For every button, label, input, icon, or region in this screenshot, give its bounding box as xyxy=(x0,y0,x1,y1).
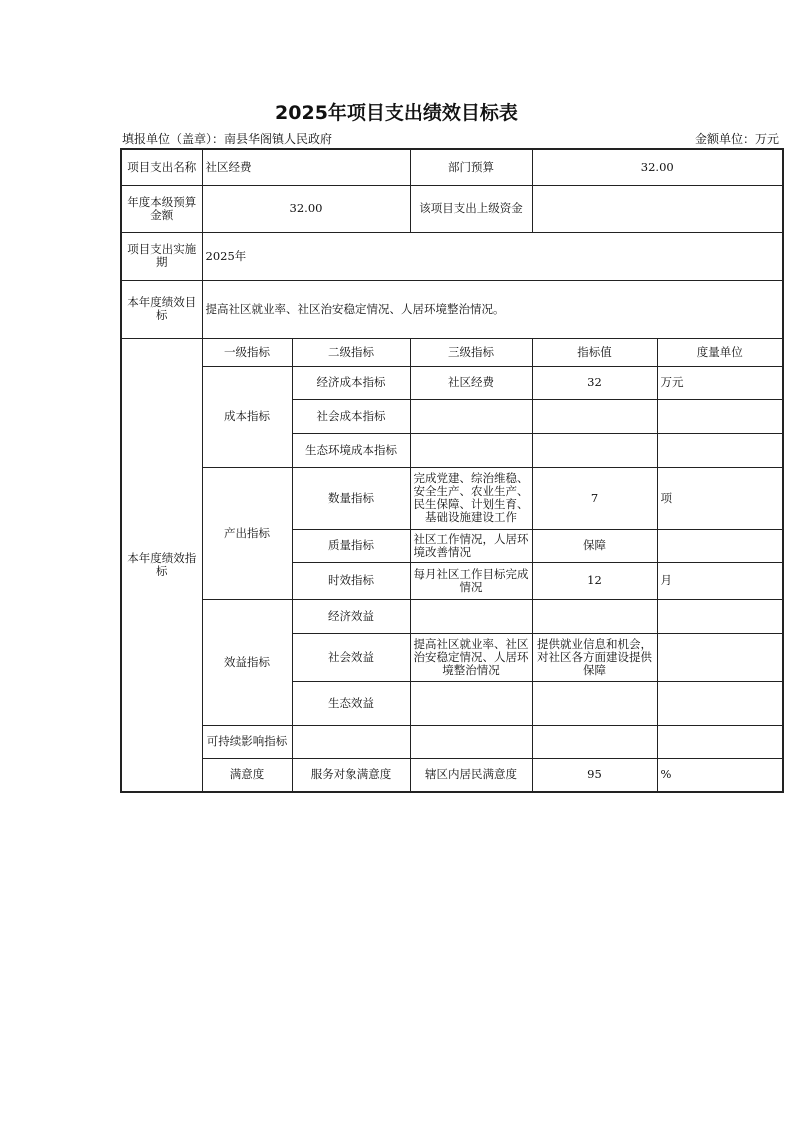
satisfaction-indicator-label: 满意度 xyxy=(202,758,292,792)
satisfaction-unit: % xyxy=(657,758,783,792)
sustain-unit xyxy=(657,725,783,758)
annual-budget-label: 年度本级预算金额 xyxy=(121,185,202,232)
dept-budget-label: 部门预算 xyxy=(410,149,532,185)
cost-level3: 社区经费 xyxy=(410,366,532,399)
output-unit xyxy=(657,529,783,562)
benefit-level2: 生态效益 xyxy=(292,681,410,725)
cost-unit xyxy=(657,399,783,433)
output-value: 12 xyxy=(532,562,657,599)
project-name-label: 项目支出名称 xyxy=(121,149,202,185)
benefit-value xyxy=(532,681,657,725)
benefit-level3 xyxy=(410,681,532,725)
cost-level3 xyxy=(410,399,532,433)
output-level3: 社区工作情况，人居环境改善情况 xyxy=(410,529,532,562)
sustain-level2 xyxy=(292,725,410,758)
benefit-value xyxy=(532,599,657,633)
header-level3: 三级指标 xyxy=(410,338,532,366)
output-indicator-label: 产出指标 xyxy=(202,467,292,599)
satisfaction-level3: 辖区内居民满意度 xyxy=(410,758,532,792)
header-level2: 二级指标 xyxy=(292,338,410,366)
goal-value: 提高社区就业率、社区治安稳定情况、人居环境整治情况。 xyxy=(202,280,783,338)
superior-funds-value xyxy=(532,185,783,232)
cost-level2: 社会成本指标 xyxy=(292,399,410,433)
header-level1: 一级指标 xyxy=(202,338,292,366)
superior-funds-label: 该项目支出上级资金 xyxy=(410,185,532,232)
cost-unit: 万元 xyxy=(657,366,783,399)
cost-indicator-label: 成本指标 xyxy=(202,366,292,467)
annual-budget-value: 32.00 xyxy=(202,185,410,232)
output-level2: 质量指标 xyxy=(292,529,410,562)
benefit-level2: 经济效益 xyxy=(292,599,410,633)
cost-value: 32 xyxy=(532,366,657,399)
output-level2: 时效指标 xyxy=(292,562,410,599)
amount-unit-label: 金额单位：万元 xyxy=(694,132,779,146)
page-title: 2025年项目支出绩效目标表 xyxy=(275,102,518,124)
output-level3: 完成党建、综治维稳、安全生产、农业生产、民生保障、计划生育、基础设施建设工作 xyxy=(410,467,532,529)
output-unit: 项 xyxy=(657,467,783,529)
fill-unit-label: 填报单位（盖章）：南县华阁镇人民政府 xyxy=(122,132,333,146)
output-level2: 数量指标 xyxy=(292,467,410,529)
cost-level3 xyxy=(410,433,532,467)
output-unit: 月 xyxy=(657,562,783,599)
cost-level2: 生态环境成本指标 xyxy=(292,433,410,467)
output-level3: 每月社区工作目标完成情况 xyxy=(410,562,532,599)
cost-value xyxy=(532,399,657,433)
cost-level2: 经济成本指标 xyxy=(292,366,410,399)
satisfaction-value: 95 xyxy=(532,758,657,792)
output-value: 7 xyxy=(532,467,657,529)
goal-label: 本年度绩效目标 xyxy=(121,280,202,338)
benefit-unit xyxy=(657,681,783,725)
cost-unit xyxy=(657,433,783,467)
benefit-value: 提供就业信息和机会，对社区各方面建设提供保障 xyxy=(532,633,657,681)
benefit-indicator-label: 效益指标 xyxy=(202,599,292,725)
satisfaction-level2: 服务对象满意度 xyxy=(292,758,410,792)
project-name-value: 社区经费 xyxy=(202,149,410,185)
sustain-indicator-label: 可持续影响指标 xyxy=(202,725,292,758)
period-label: 项目支出实施期 xyxy=(121,232,202,280)
indicators-section-label: 本年度绩效指标 xyxy=(121,338,202,792)
header-unit: 度量单位 xyxy=(657,338,783,366)
sustain-level3 xyxy=(410,725,532,758)
performance-target-table xyxy=(120,148,784,793)
output-value: 保障 xyxy=(532,529,657,562)
benefit-level2: 社会效益 xyxy=(292,633,410,681)
cost-value xyxy=(532,433,657,467)
benefit-unit xyxy=(657,633,783,681)
period-value: 2025年 xyxy=(202,232,783,280)
benefit-level3 xyxy=(410,599,532,633)
benefit-unit xyxy=(657,599,783,633)
sustain-value xyxy=(532,725,657,758)
benefit-level3: 提高社区就业率、社区治安稳定情况、人居环境整治情况 xyxy=(410,633,532,681)
header-value: 指标值 xyxy=(532,338,657,366)
dept-budget-value: 32.00 xyxy=(532,149,783,185)
